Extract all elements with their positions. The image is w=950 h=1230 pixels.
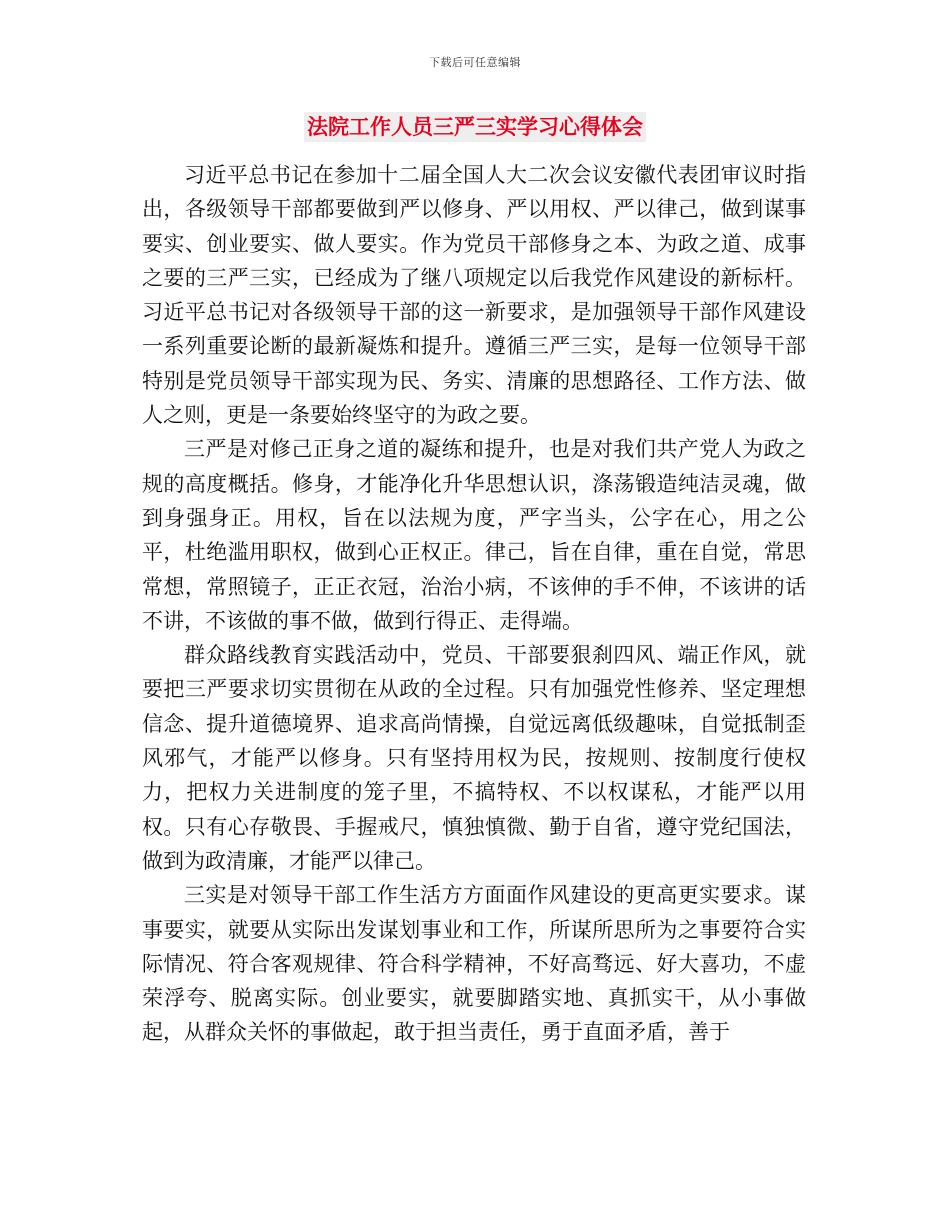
title-container — [0, 112, 950, 142]
document-title: 法院工作人员三严三实学习心得体会 — [304, 112, 646, 142]
document-body — [142, 158, 806, 1050]
paragraph-1: 习近平总书记在参加十二届全国人大二次会议安徽代表团审议时指出，各级领导干部都要做到严以修身、严以用权、严以律己，做到谋事要实、创业要实、做人要实。作为党员干部修身之本、为政之道、成事之要的三严三实，已经成为了继八项规定以后我党作风建设的新标杆。习近平总书记对各级领导干部的这一新要求，是加强领导干部作风建设一系列重要论断的最新凝炼和提升。遵循三严三实，是每一位领导干部特别是党员领导干部实现为民、务实、清廉的思想路径、工作方法、做人之则，更是一条要始终坚守的为政之要。 — [142, 163, 806, 428]
paragraph-3: 群众路线教育实践活动中，党员、干部要狠刹四风、端正作风，就要把三严要求切实贯彻在从政的全过程。只有加强党性修养、坚定理想信念、提升道德境界、追求高尚情操，自觉远离低级趣味，自觉抵制歪风邪气，才能严以修身。只有坚持用权为民，按规则、按制度行使权力，把权力关进制度的笼子里，不搞特权、不以权谋私，才能严以用权。只有心存敬畏、手握戒尺，慎独慎微、勤于自省，遵守党纪国法，做到为政清廉，才能严以律己。 — [142, 643, 806, 873]
paragraph-4: 三实是对领导干部工作生活方方面面作风建设的更高更实要求。谋事要实，就要从实际出发谋划事业和工作，所谋所思所为之事要符合实际情况、符合客观规律、符合科学精神，不好高骛远、好大喜功，不虚荣浮夸、脱离实际。创业要实，就要脚踏实地、真抓实干，从小事做起，从群众关怀的事做起，敢于担当责任，勇于直面矛盾，善于 — [142, 883, 806, 1045]
paragraph-2: 三严是对修己正身之道的凝练和提升，也是对我们共产党人为政之规的高度概括。修身，才能净化升华思想认识，涤荡锻造纯洁灵魂，做到身强身正。用权，旨在以法规为度，严字当头，公字在心，用之公平，杜绝滥用职权，做到心正权正。律己，旨在自律，重在自觉，常思常想，常照镜子，正正衣冠，治治小病，不该伸的手不伸，不该讲的话不讲，不该做的事不做，做到行得正、走得端。 — [142, 437, 806, 633]
page-header: 下载后可任意编辑 — [429, 56, 521, 69]
